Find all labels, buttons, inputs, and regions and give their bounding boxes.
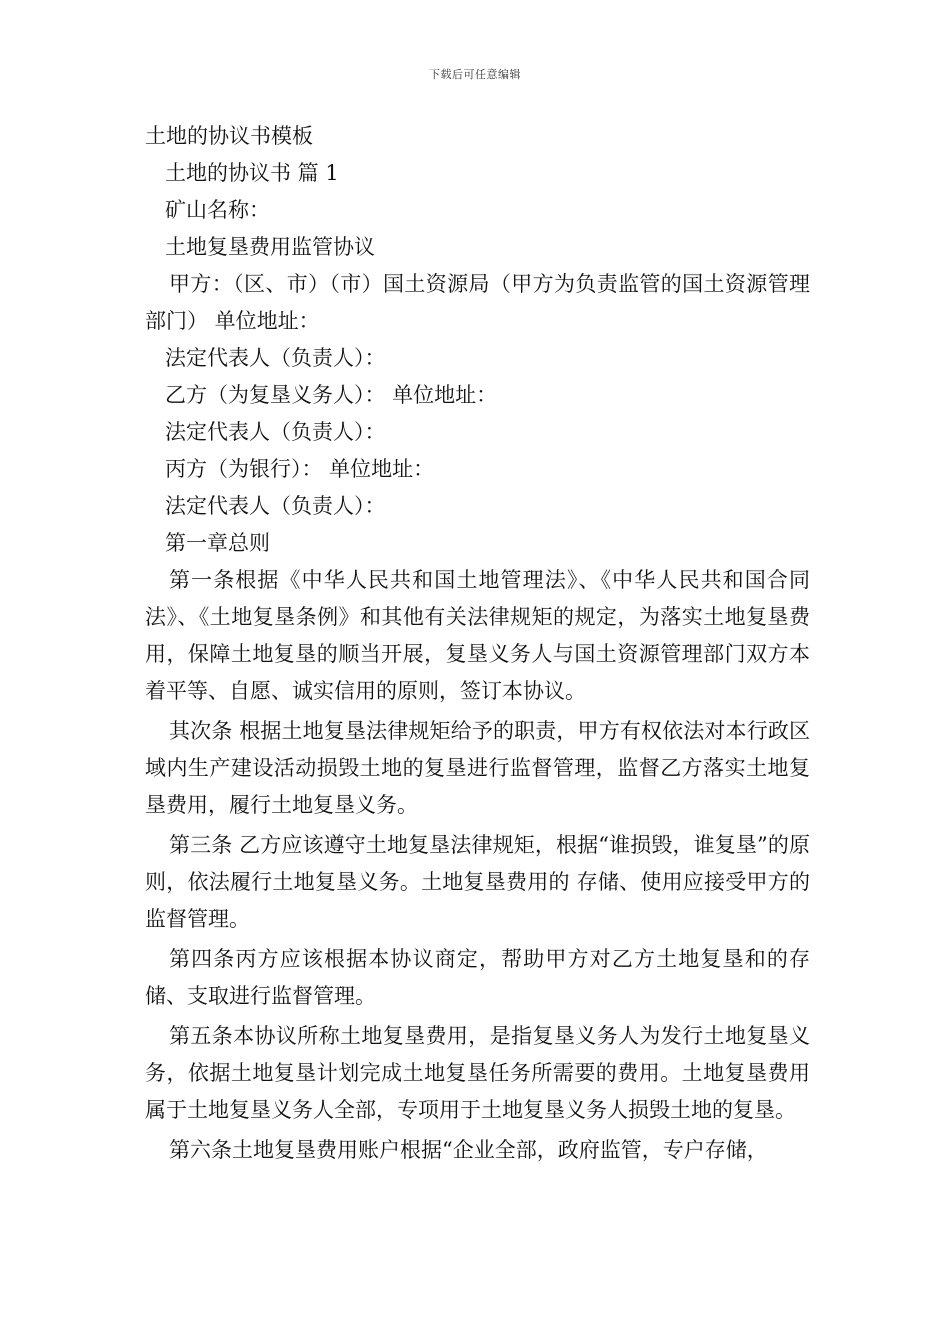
party-line: 丙方（为银行）： 单位地址：: [165, 457, 435, 481]
document-title: 土地的协议书模板: [145, 124, 313, 148]
party-line: 法定代表人（负责人）：: [165, 420, 386, 444]
document-line: 土地的协议书 篇 1: [165, 161, 339, 185]
party-a-paragraph: 甲方：（区、市）（市）国土资源局（甲方为负责监管的国土资源管理部门） 单位地址：: [145, 272, 810, 333]
article-paragraph: 第五条本协议所称土地复垦费用，是指复垦义务人为发行土地复垦义务，依据土地复垦计划完成土地复垦任务所需要的费用。土地复垦费用属于土地复垦义务人全部，专项用于土地复垦义务人损毁土地的复垦。: [145, 1024, 810, 1122]
party-line: 乙方（为复垦义务人）： 单位地址：: [165, 383, 498, 407]
article-paragraph: 第四条丙方应该根据本协议商定，帮助甲方对乙方土地复垦和的存储、支取进行监督管理。: [145, 947, 810, 1008]
article-paragraph: 第六条土地复垦费用账户根据“企业全部，政府监管，专户存储，: [169, 1138, 768, 1162]
chapter-heading: 第一章总则: [165, 531, 270, 555]
party-line: 法定代表人（负责人）：: [165, 346, 386, 370]
document-line: 土地复垦费用监管协议: [165, 235, 375, 259]
article-paragraph: 第一条根据《中华人民共和国土地管理法》、《中华人民共和国合同法》、《土地复垦条例》和其他有关法律规矩的规定，为落实土地复垦费用，保障土地复垦的顺当开展，复垦义务人与国土资源管理部门双方本着平等、自愿、诚实信用的原则，签订本协议。: [145, 568, 810, 703]
page-header-note: 下载后可任意编辑: [429, 68, 521, 81]
party-line: 法定代表人（负责人）：: [165, 494, 386, 518]
document-body: [145, 118, 810, 1169]
document-line: 矿山名称：: [165, 198, 270, 222]
article-paragraph: 第三条 乙方应该遵守土地复垦法律规矩，根据“谁损毁，谁复垦”的原则，依法履行土地复垦义务。土地复垦费用的 存储、使用应接受甲方的监督管理。: [145, 833, 810, 931]
article-paragraph: 其次条 根据土地复垦法律规矩给予的职责，甲方有权依法对本行政区域内生产建设活动损毁土地的复垦进行监督管理，监督乙方落实土地复垦费用，履行土地复垦义务。: [145, 719, 810, 817]
